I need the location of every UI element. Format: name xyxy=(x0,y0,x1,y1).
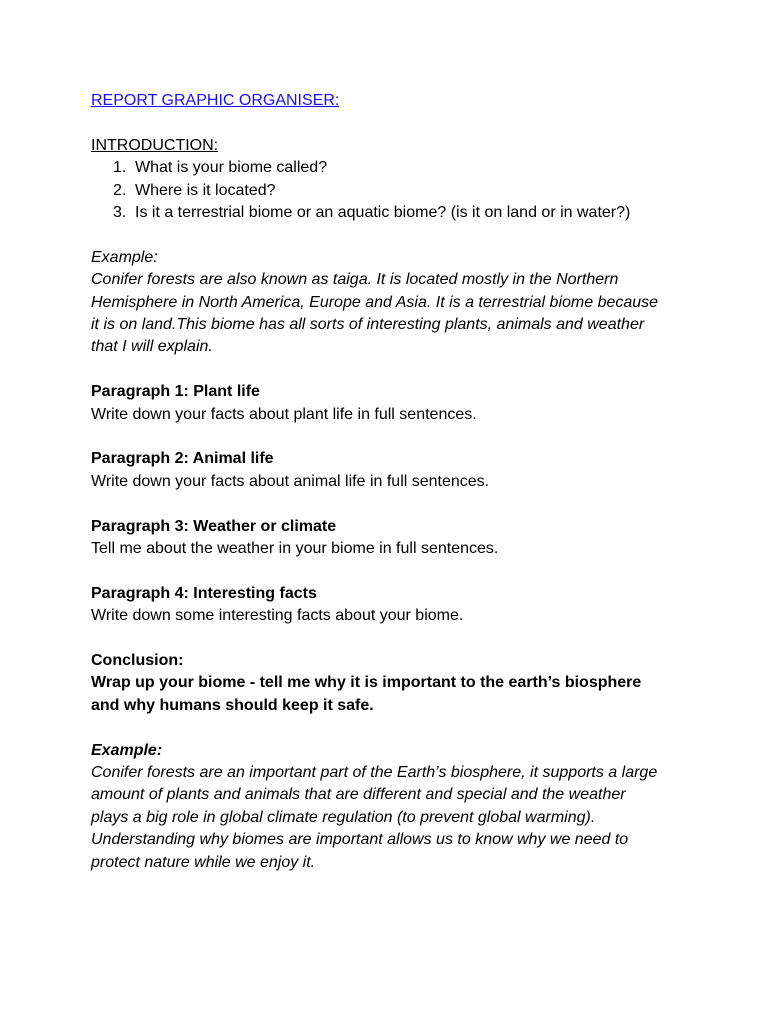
list-item-number: 2. xyxy=(113,181,127,199)
spacer xyxy=(91,717,691,739)
intro-example xyxy=(91,247,691,359)
list-item xyxy=(91,180,691,202)
question-list xyxy=(91,157,691,224)
conclusion-example xyxy=(91,740,691,874)
spacer xyxy=(91,426,691,448)
example-line: Conifer forests are also known as taiga. It is located mostly in the Northern xyxy=(91,271,619,289)
paragraph-heading: Paragraph 3: Weather or climate xyxy=(91,517,337,535)
list-item-text: Where is it located? xyxy=(135,181,276,199)
example-line: protect nature while we enjoy it. xyxy=(91,853,316,871)
list-item-text: Is it a terrestrial biome or an aquatic biome? (is it on land or in water?) xyxy=(135,204,631,222)
spacer xyxy=(91,359,691,381)
spacer xyxy=(91,224,691,246)
example-line: that I will explain. xyxy=(91,338,213,356)
list-item-text: What is your biome called? xyxy=(135,159,328,177)
conclusion-line: and why humans should keep it safe. xyxy=(91,696,374,714)
example-line: it is on land.This biome has all sorts of interesting plants, animals and weather xyxy=(91,316,645,334)
conclusion-line: Wrap up your biome - tell me why it is important to the earth’s biosphere xyxy=(91,674,642,692)
paragraph-instruction: Write down your facts about animal life in full sentences. xyxy=(91,472,490,490)
spacer xyxy=(91,628,691,650)
paragraph-instruction: Write down some interesting facts about your biome. xyxy=(91,607,464,625)
spacer xyxy=(91,493,691,515)
paragraph-heading: Paragraph 2: Animal life xyxy=(91,450,274,468)
paragraph-section xyxy=(91,381,691,426)
paragraph-heading: Paragraph 4: Interesting facts xyxy=(91,584,317,602)
paragraph-section xyxy=(91,516,691,561)
spacer xyxy=(91,560,691,582)
example-label: Example: xyxy=(91,248,158,266)
paragraph-section xyxy=(91,448,691,493)
example-line: amount of plants and animals that are different and special and the weather xyxy=(91,786,626,804)
example-line: Conifer forests are an important part of the Earth’s biosphere, it supports a large xyxy=(91,764,658,782)
list-item-number: 3. xyxy=(113,204,127,222)
conclusion-section xyxy=(91,650,691,717)
list-item-number: 1. xyxy=(113,159,127,177)
example-line: Understanding why biomes are important allows us to know why we need to xyxy=(91,831,629,849)
intro-heading: INTRODUCTION: xyxy=(91,136,219,154)
paragraph-heading: Paragraph 1: Plant life xyxy=(91,383,260,401)
example-line: plays a big role in global climate regulation (to prevent global warming). xyxy=(91,808,596,826)
document-title: REPORT GRAPHIC ORGANISER: xyxy=(91,92,340,109)
list-item xyxy=(91,157,691,179)
conclusion-heading: Conclusion: xyxy=(91,652,184,670)
document-page xyxy=(91,90,691,874)
spacer xyxy=(91,112,691,134)
example-line: Hemisphere in North America, Europe and Asia. It is a terrestrial biome because xyxy=(91,293,659,311)
paragraph-instruction: Tell me about the weather in your biome in full sentences. xyxy=(91,540,499,558)
list-item xyxy=(91,202,691,224)
paragraph-instruction: Write down your facts about plant life in full sentences. xyxy=(91,405,477,423)
paragraph-section xyxy=(91,583,691,628)
example-label: Example: xyxy=(91,741,163,759)
